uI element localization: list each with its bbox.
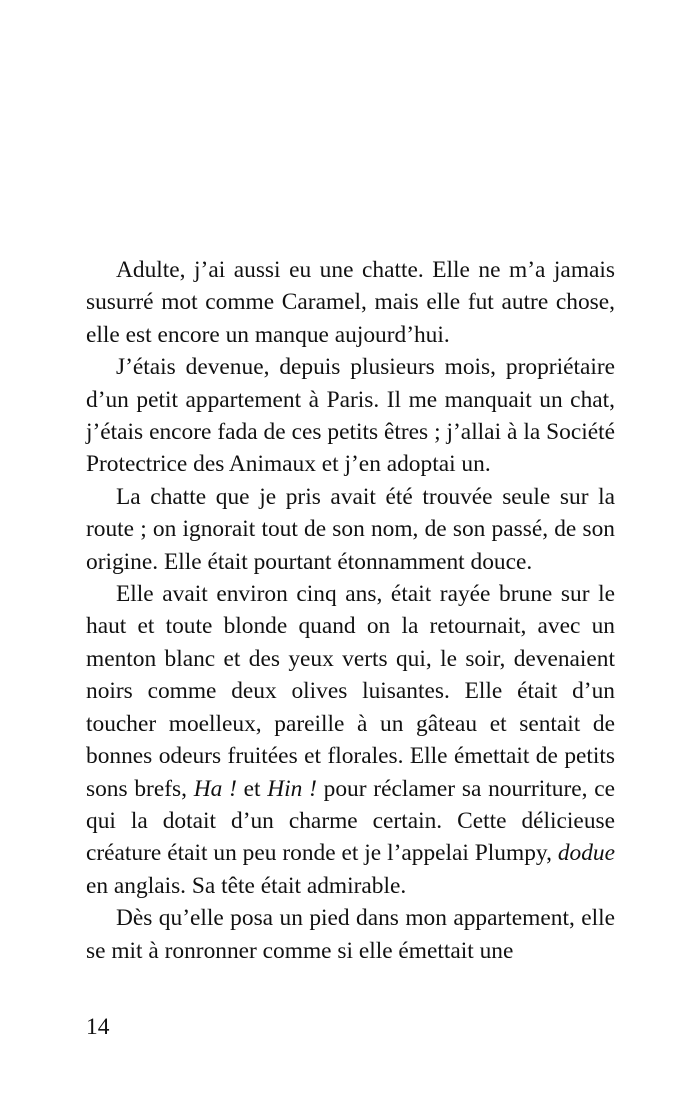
- paragraph-4-text-2: et: [236, 775, 268, 802]
- page-number: 14: [86, 1014, 110, 1040]
- paragraph-2: J’étais devenue, depuis plusieurs mois, propriétaire d’un petit appartement à Paris. Il me manquait un chat, j’étais encore fada de ces petits êtres ; j’allai à la Société Protectrice des Animaux et j’en adoptai un.: [86, 354, 615, 478]
- paragraph-4-italic-hin: Hin !: [267, 775, 317, 802]
- paragraph-1: Adulte, j’ai aussi eu une chatte. Elle ne m’a jamais susurré mot comme Caramel, mais elle fut autre chose, elle est encore un manque aujourd’hui.: [86, 257, 615, 348]
- paragraph-4-italic-dodue: dodue: [557, 840, 615, 867]
- paragraph-4-text-4: en anglais. Sa tête était admirable.: [86, 872, 407, 899]
- page-body: [86, 254, 615, 967]
- paragraph-4-text-1: Elle avait environ cinq ans, était rayée brune sur le haut et toute blonde quand on la retournait, avec un menton blanc et des yeux verts qui, le soir, devenaient noirs comme deux olives luisantes. Elle était d’un toucher moelleux, pareille à un gâteau et sentait de bonnes odeurs fruitées et florales. Elle émettait de petits sons brefs,: [86, 581, 615, 802]
- paragraph-4: [86, 578, 615, 902]
- paragraph-4-text-3: pour réclamer sa nourriture, ce qui la dotait d’un charme certain. Cette délicieuse créature était un peu ronde et je l’appelai Plumpy,: [86, 775, 615, 867]
- paragraph-4-italic-ha: Ha !: [193, 775, 237, 802]
- paragraph-5: Dès qu’elle posa un pied dans mon appartement, elle se mit à ronronner comme si elle émettait une: [86, 905, 615, 964]
- paragraph-3: La chatte que je pris avait été trouvée seule sur la route ; on ignorait tout de son nom, de son passé, de son origine. Elle était pourtant étonnamment douce.: [86, 483, 615, 575]
